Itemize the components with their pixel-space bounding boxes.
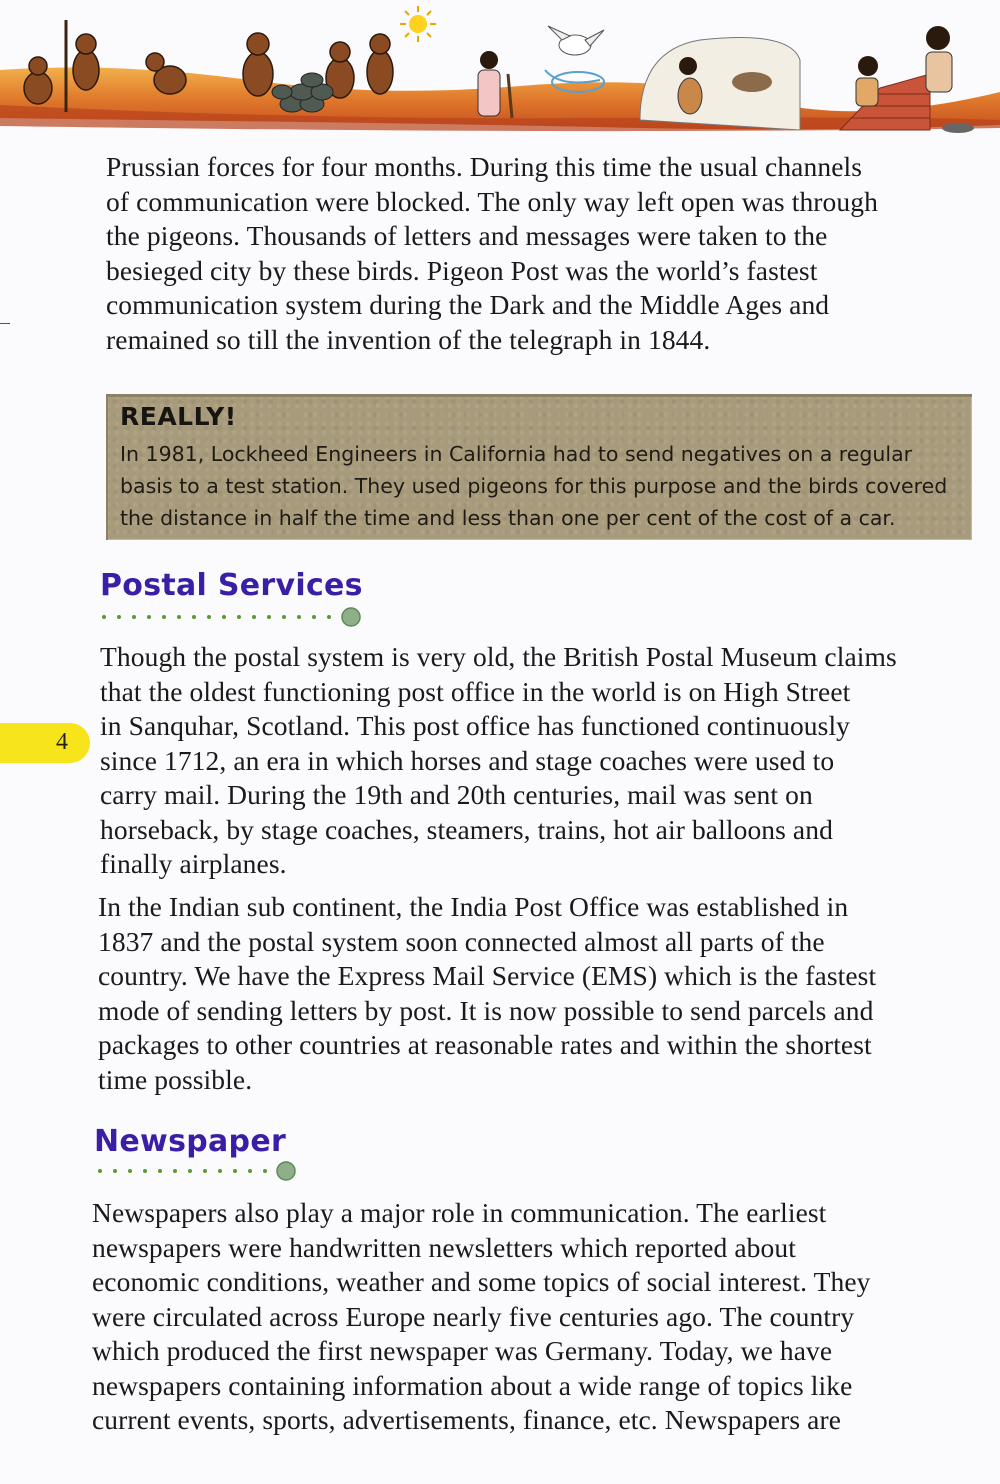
text-line: of communication were blocked. The only way left open was through	[106, 185, 878, 217]
rock-pile	[272, 73, 333, 112]
text-line: Prussian forces for four months. During this time the usual channels	[106, 151, 863, 182]
page-number-tab	[0, 723, 90, 763]
really-title: REALLY!	[120, 402, 237, 431]
newspaper-heading: Newspaper	[94, 1124, 287, 1159]
text-line: In the Indian sub continent, the India Post Office was established in	[98, 891, 849, 922]
text-line: current events, sports, advertisements, finance, etc. Newspapers are	[92, 1404, 842, 1435]
text-line: country. We have the Express Mail Service (EMS) which is the fastest	[98, 960, 877, 991]
dotted-underline-icon	[100, 606, 370, 628]
text-line: Though the postal system is very old, the British Postal Museum claims	[100, 641, 897, 672]
really-text	[120, 438, 947, 534]
text-line: economic conditions, weather and some topics of social interest. They	[92, 1266, 871, 1297]
text-line: basis to a test station. They used pigeons for this purpose and the birds covered	[120, 474, 948, 498]
header-illustration	[0, 0, 1000, 140]
text-line: remained so till the invention of the telegraph in 1844.	[106, 323, 711, 355]
text-line: besieged city by these birds. Pigeon Post was the world’s fastest	[106, 254, 818, 286]
postal-paragraph-1	[100, 640, 897, 882]
newspaper-paragraph	[92, 1196, 870, 1438]
text-line: the pigeons. Thousands of letters and messages were taken to the	[106, 220, 828, 251]
margin-mark	[0, 323, 10, 324]
text-line: were circulated across Europe nearly five centuries ago. The country	[92, 1300, 855, 1332]
text-line: in Sanquhar, Scotland. This post office has functioned continuously	[100, 710, 851, 741]
text-line: In 1981, Lockheed Engineers in California had to send negatives on a regular	[120, 442, 913, 466]
text-line: the distance in half the time and less than one per cent of the cost of a car.	[120, 506, 896, 530]
text-line: newspapers containing information about a wide range of topics like	[92, 1369, 853, 1401]
pigeon-icon	[545, 26, 604, 92]
text-line: that the oldest functioning post office in the world is on High Street	[100, 675, 851, 707]
text-line: packages to other countries at reasonable rates and within the shortest	[98, 1029, 872, 1060]
text-line: which produced the first newspaper was Germany. Today, we have	[92, 1335, 833, 1366]
dotted-underline-icon	[96, 1160, 306, 1182]
text-line: time possible.	[98, 1063, 253, 1095]
cave-painting	[640, 38, 800, 131]
text-line: communication system during the Dark and the Middle Ages and	[106, 289, 830, 320]
text-line: since 1712, an era in which horses and stage coaches were used to	[100, 744, 835, 776]
text-line: horseback, by stage coaches, steamers, trains, hot air balloons and	[100, 813, 833, 845]
text-line: mode of sending letters by post. It is now possible to send parcels and	[98, 994, 874, 1026]
postal-paragraph-2	[98, 890, 876, 1097]
sun-icon	[400, 6, 436, 42]
page-number: 4	[56, 729, 68, 755]
intro-paragraph	[106, 150, 878, 357]
text-line: newspapers were handwritten newsletters which reported about	[92, 1231, 796, 1263]
text-line: Newspapers also play a major role in communication. The earliest	[92, 1197, 827, 1228]
text-line: finally airplanes.	[100, 848, 287, 879]
text-line: carry mail. During the 19th and 20th centuries, mail was sent on	[100, 779, 813, 810]
postal-services-heading: Postal Services	[100, 568, 363, 603]
really-fact-box	[106, 394, 972, 540]
text-line: 1837 and the postal system soon connected almost all parts of the	[98, 925, 825, 957]
